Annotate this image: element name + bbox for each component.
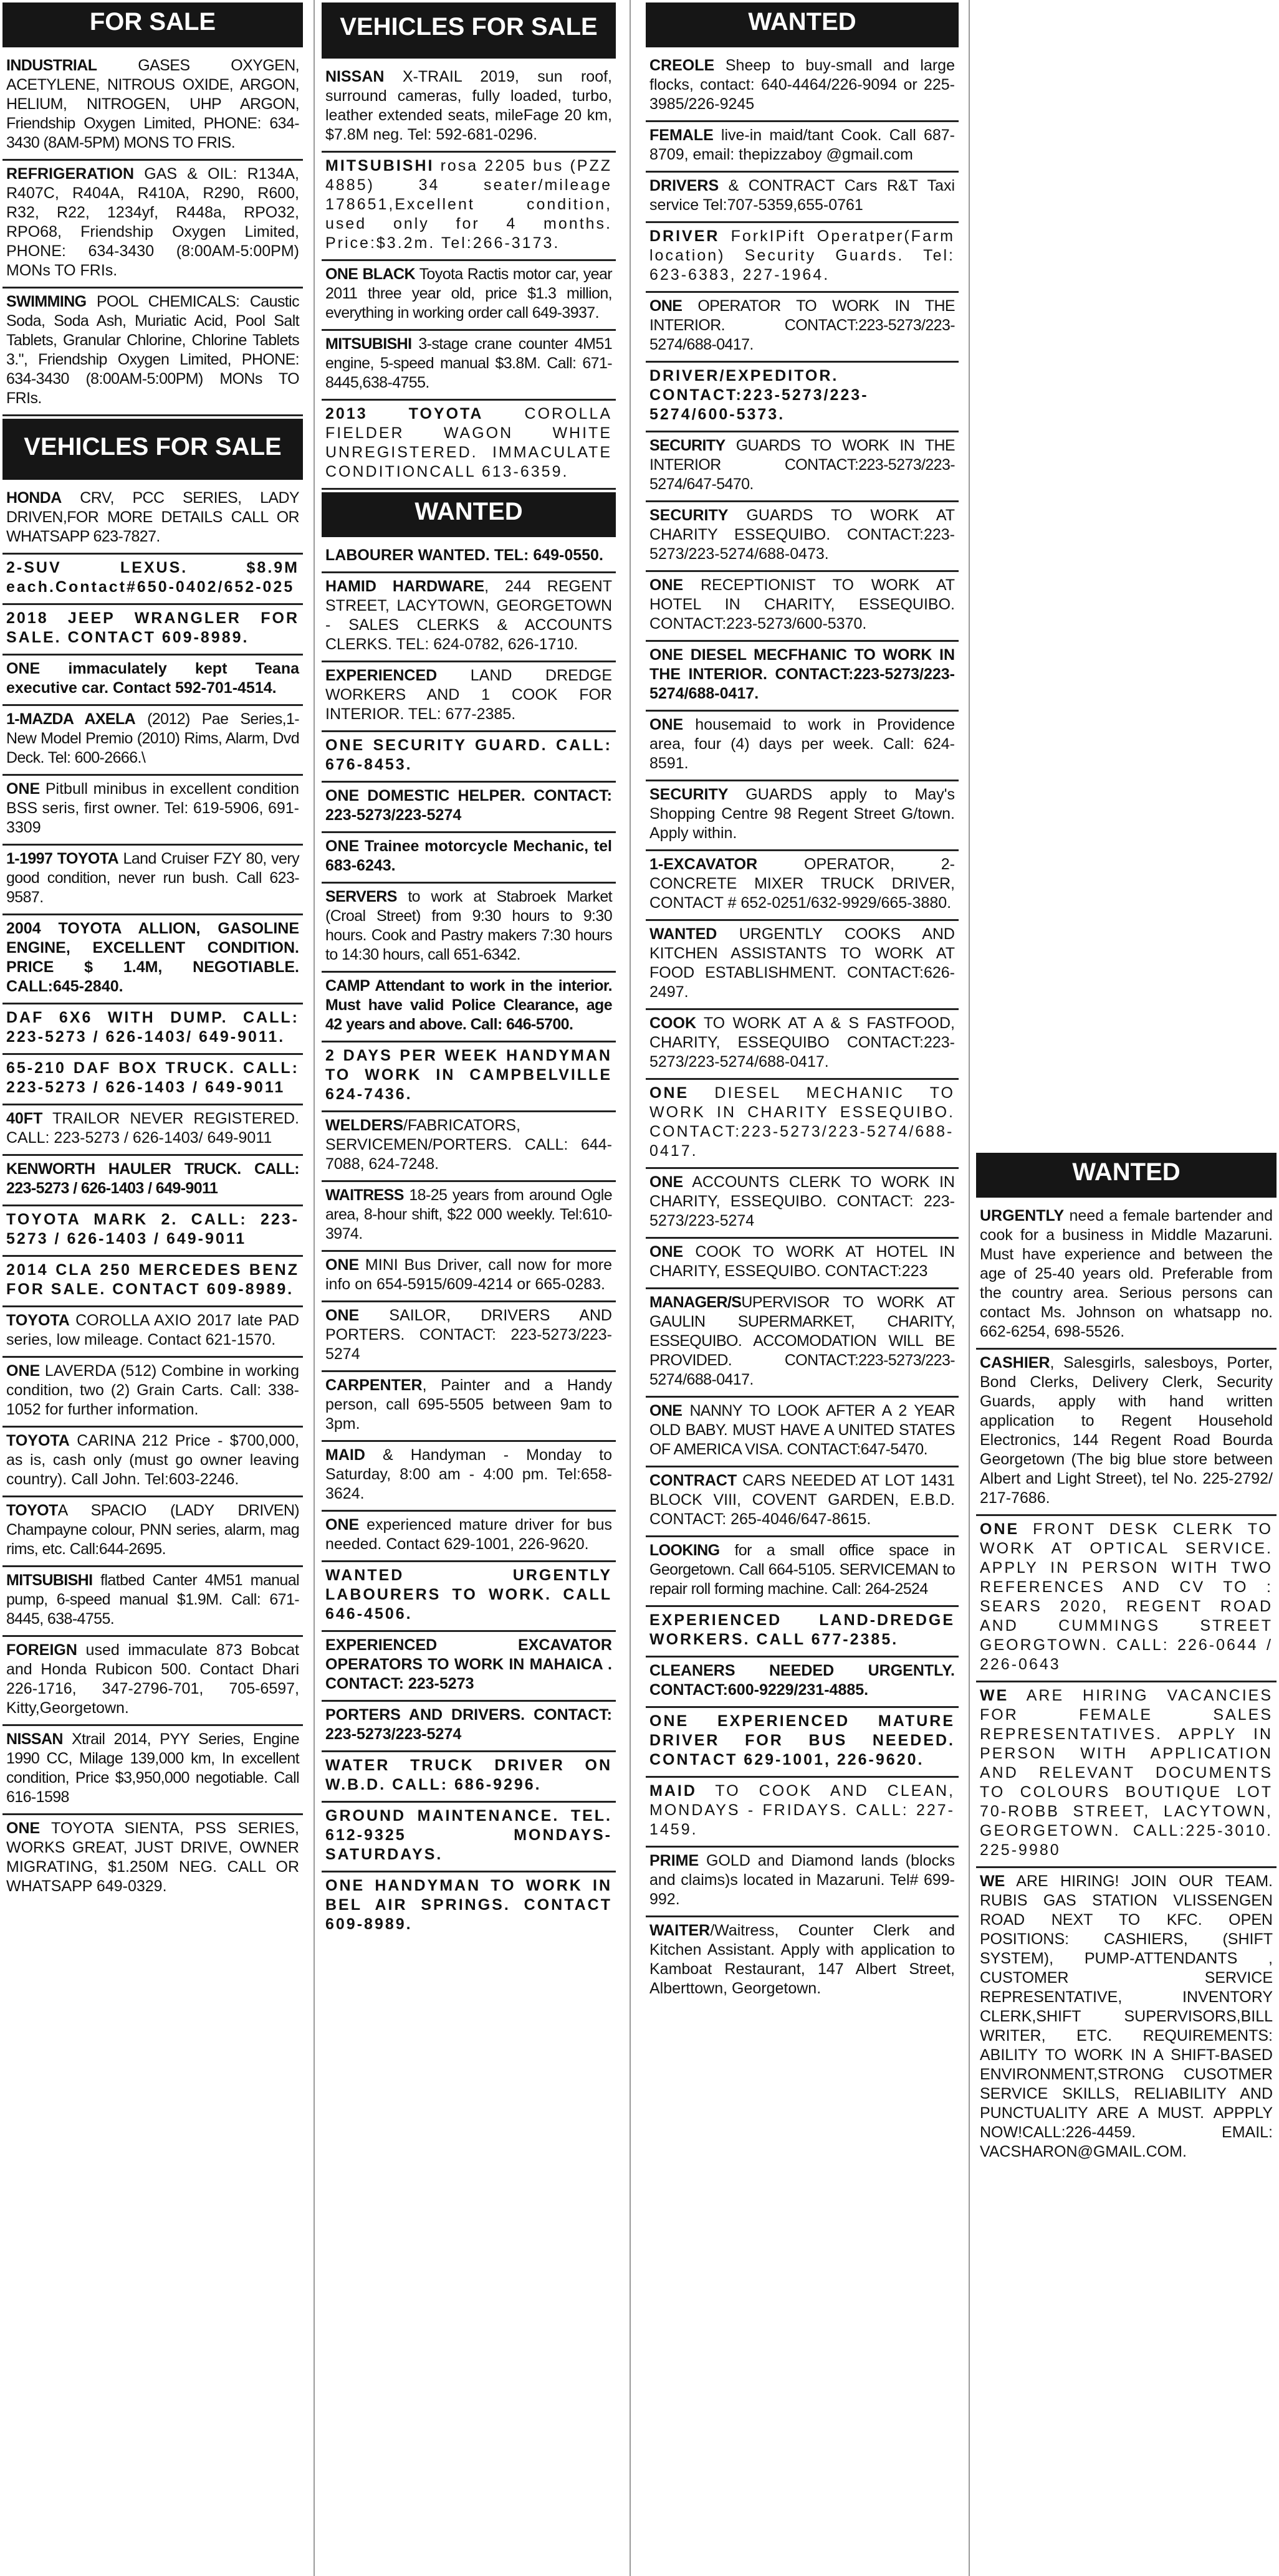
classified-ad xyxy=(976,1868,1277,2168)
ad-lead: WE xyxy=(980,1872,1005,1890)
ad-lead: SWIMMING xyxy=(6,293,87,310)
classified-ad xyxy=(2,289,303,416)
ad-body: LAVERDA (512) Combine in working condition, two (2) Grain Carts. Call: 338-1052 for further information. xyxy=(6,1362,299,1418)
classified-ad xyxy=(646,712,959,781)
classified-ad xyxy=(322,1252,616,1302)
classified-ad xyxy=(2,161,303,289)
classified-ad: CLEANERS NEEDED URGENTLY. CONTACT:600-9229/231-4885. xyxy=(646,1658,959,1708)
classified-ad xyxy=(646,1239,959,1289)
classified-ad xyxy=(2,706,303,776)
ad-body: TOYOTA SIENTA, PSS SERIES, WORKS GREAT, JUST DRIVE, OWNER MIGRATING, $1.250M NEG. CALL OR WHATSAPP 649-0329. xyxy=(6,1820,299,1895)
classified-ad: WANTED URGENTLY LABOURERS TO WORK. CALL 646-4506. xyxy=(322,1562,616,1632)
classified-ad xyxy=(646,1848,959,1917)
classified-ad xyxy=(2,846,303,915)
ad-body: COOK TO WORK AT HOTEL IN CHARITY, ESSEQUIBO. CONTACT:223 xyxy=(649,1243,955,1280)
ad-lead: 1-MAZDA AXELA xyxy=(6,710,136,728)
ad-body: /Waitress, Counter Clerk and Kitchen Assistant. Apply with application to Kamboat Restaurant, 147 Albert Street, Alberttown, Georgetown. xyxy=(649,1922,955,1997)
ad-lead: MANAGER/S xyxy=(649,1294,742,1311)
ad-lead: FOREIGN xyxy=(6,1641,77,1659)
section-header-vehicles-for-sale: VEHICLES FOR SALE xyxy=(2,419,303,480)
ad-lead: EXPERIENCED xyxy=(325,667,438,684)
classified-ad xyxy=(976,1203,1277,1350)
ad-body: NANNY TO LOOK AFTER A 2 YEAR OLD BABY. MUST HAVE A UNITED STATES OF AMERICA VISA. CONTACT:647-5470. xyxy=(649,1402,955,1458)
ad-body: LAND DREDGE WORKERS AND 1 COOK FOR INTERIOR. TEL: 677-2385. xyxy=(325,667,612,723)
classified-ad xyxy=(2,485,303,555)
ad-lead: HAMID HARDWARE xyxy=(325,578,485,595)
ad-body: GUARDS TO WORK IN THE INTERIOR CONTACT:223-5273/223-5274/647-5470. xyxy=(649,437,955,493)
ad-lead: NISSAN xyxy=(6,1730,63,1748)
column-rule xyxy=(314,0,315,2576)
ad-body: GAS & OIL: R134A, R407C, R404A, R410A, R290, R600, R32, R22, 1234yf, R448a, RPO32, RPO68, Friendship Oxygen Limited, PHONE: 634-3430 (8:00AM-5:00PM) MONs TO FRIs. xyxy=(6,165,299,279)
classified-ad xyxy=(2,1567,303,1637)
classified-ad xyxy=(322,573,616,662)
classified-ad xyxy=(646,173,959,223)
ad-lead: ONE xyxy=(649,716,684,733)
ad-lead: SERVERS xyxy=(325,888,397,905)
ad-body: Sheep to buy-small and large flocks, contact: 640-4464/226-9094 or 225-3985/226-9245 xyxy=(649,57,955,113)
ad-lead: TOYOTA xyxy=(6,1432,70,1449)
ad-body: OPERATOR, 2- CONCRETE MIXER TRUCK DRIVER, CONTACT # 652-0251/632-9929/665-3880. xyxy=(649,856,955,912)
ad-body: TO COOK AND CLEAN, MONDAYS - FRIDAYS. CALL: 227-1459. xyxy=(649,1782,955,1838)
classified-ad xyxy=(646,1537,959,1607)
ad-lead: WAITER xyxy=(649,1922,711,1939)
ad-body: COROLLA AXIO 2017 late PAD series, low mileage. Contact 621-1570. xyxy=(6,1312,299,1348)
ad-body: , Painter and a Handy person, call 695-5505 between 9am to 3pm. xyxy=(325,1376,612,1433)
ad-body: GUARDS TO WORK AT CHARITY ESSEQUIBO. CONTACT:223-5273/223-5274/688-0473. xyxy=(649,507,955,563)
classified-ad xyxy=(646,293,959,363)
ad-body: TRAILOR NEVER REGISTERED. CALL: 223-5273 / 626-1403/ 649-9011 xyxy=(6,1110,299,1147)
column-rule xyxy=(969,0,970,2576)
classified-ad xyxy=(646,223,959,293)
ad-lead: NISSAN xyxy=(325,68,385,85)
ad-body: live-in maid/tant Cook. Call 687-8709, email: thepizzaboy @gmail.com xyxy=(649,126,955,163)
ad-body: Land Cruiser FZY 80, very good condition, never run bush. Call 623-9587. xyxy=(6,850,299,906)
classified-ad xyxy=(2,1358,303,1428)
classified-ad: 2014 CLA 250 MERCEDES BENZ FOR SALE. CONTACT 609-8989. xyxy=(2,1257,303,1307)
ad-lead: ONE xyxy=(649,576,684,594)
classified-ad: ONE EXPERIENCED MATURE DRIVER FOR BUS NEEDED. CONTACT 629-1001, 226-9620. xyxy=(646,1708,959,1778)
ad-lead: FEMALE xyxy=(649,126,714,144)
classified-ad xyxy=(646,572,959,642)
classified-ad: ONE HANDYMAN TO WORK IN BEL AIR SPRINGS. CONTACT 609-8989. xyxy=(325,1877,612,1933)
ad-lead: ONE xyxy=(6,1362,41,1380)
ad-body: A SPACIO (LADY DRIVEN) Champayne colour, PNN series, alarm, mag rims, etc. Call:644-2695. xyxy=(6,1502,299,1558)
ad-lead: MAID xyxy=(649,1782,697,1800)
classified-ad xyxy=(646,502,959,572)
classified-ad xyxy=(646,122,959,173)
ad-body: GASES OXYGEN, ACETYLENE, NITROUS OXIDE, ARGON, HELIUM, NITROGEN, UHP ARGON, Friendship Oxygen Limited, PHONE: 634-3430 (8AM-5PM) MONS TO FRIS. xyxy=(6,57,299,151)
ad-lead: 1-1997 TOYOTA xyxy=(6,850,119,867)
ad-lead: WAITRESS xyxy=(325,1186,404,1204)
ad-lead: PRIME xyxy=(649,1852,699,1869)
ad-body: MINI Bus Driver, call now for more info on 654-5915/609-4214 or 665-0283. xyxy=(325,1256,612,1293)
ad-body: used immaculate 873 Bobcat and Honda Rubicon 500. Contact Dhari 226-1716, 347-2796-701, 705-6597, Kitty,Georgetown. xyxy=(6,1641,299,1717)
classified-ad xyxy=(2,1726,303,1815)
classified-ad xyxy=(2,1307,303,1358)
classified-ad xyxy=(2,1428,303,1497)
classified-ad xyxy=(322,1512,616,1562)
ad-lead: ONE xyxy=(325,1256,360,1274)
ad-lead: MITSUBISHI xyxy=(6,1572,93,1589)
ad-lead: ONE xyxy=(649,1243,684,1261)
classified-ad xyxy=(646,1778,959,1848)
classified-ad: EXPERIENCED EXCAVATOR OPERATORS TO WORK IN MAHAICA . CONTACT: 223-5273 xyxy=(322,1632,616,1702)
classified-ad xyxy=(322,331,616,401)
ad-lead: MITSUBISHI xyxy=(325,157,434,174)
ad-lead: 1-EXCAVATOR xyxy=(649,856,758,873)
ad-lead: ONE xyxy=(980,1520,1020,1538)
classified-ad xyxy=(646,1398,959,1467)
classified-ad xyxy=(322,261,616,331)
ad-body: 3-stage crane counter 4M51 engine, 5-speed manual $3.8M. Call: 671-8445,638-4755. xyxy=(325,335,612,391)
ad-body: for a small office space in Georgetown. Call 664-5105. SERVICEMAN to repair roll forming machine. Call: 264-2524 xyxy=(649,1542,955,1598)
classified-ad xyxy=(322,401,616,490)
ad-lead: MAID xyxy=(325,1446,365,1464)
classified-ad xyxy=(322,153,616,261)
ad-body: Pitbull minibus in excellent condition BSS seris, first owner. Tel: 619-5906, 691-3309 xyxy=(6,780,299,836)
ad-lead: ONE xyxy=(325,1516,360,1534)
ad-lead: 40FT xyxy=(6,1110,43,1127)
ad-lead: ONE xyxy=(649,1173,684,1191)
ad-lead: DRIVERS xyxy=(649,177,719,194)
classified-ad xyxy=(976,1350,1277,1516)
classified-ad xyxy=(322,1182,616,1252)
ad-lead: LOOKING xyxy=(649,1542,720,1559)
ad-body: flatbed Canter 4M51 manual pump, 6-speed manual $1.9M. Call: 671-8445, 638-4755. xyxy=(6,1572,299,1628)
classified-ad: CAMP Attendant to work in the interior. Must have valid Police Clearance, age 42 years and above. Call: 646-5700. xyxy=(322,973,616,1042)
classified-ad: 2004 TOYOTA ALLION, GASOLINE ENGINE, EXCELLENT CONDITION. PRICE $ 1.4M, NEGOTIABLE. CALL:645-2840. xyxy=(2,915,303,1004)
classified-ad: KENWORTH HAULER TRUCK. CALL: 223-5273 / 626-1403 / 649-9011 xyxy=(2,1156,303,1206)
column-vehicles-wanted xyxy=(322,0,616,1940)
classified-ad xyxy=(322,64,616,153)
ad-body: TO WORK AT A & S FASTFOOD, CHARITY, ESSEQUIBO CONTACT:223-5273/223-5274/688-0417. xyxy=(649,1014,955,1071)
ad-body: (2012) Pae Series,1- New Model Premio (2010) Rims, Alarm, Dvd Deck. Tel: 600-2666.\ xyxy=(6,710,299,766)
classified-ad: ONE Trainee motorcycle Mechanic, tel 683-6243. xyxy=(322,833,616,884)
classified-ad: ONE DIESEL MECFHANIC TO WORK IN THE INTERIOR. CONTACT:223-5273/223-5274/688-0417. xyxy=(646,642,959,712)
classified-ad xyxy=(646,851,959,921)
classified-ad: 2-SUV LEXUS. $8.9M each.Contact#650-0402/652-025 xyxy=(2,555,303,605)
ad-body: experienced mature driver for bus needed. Contact 629-1001, 226-9620. xyxy=(325,1516,612,1553)
ad-body: RECEPTIONIST TO WORK AT HOTEL IN CHARITY, ESSEQUIBO. CONTACT:223-5273/600-5370. xyxy=(649,576,955,632)
classified-ad xyxy=(646,432,959,502)
classified-ad: DRIVER/EXPEDITOR. CONTACT:223-5273/223-5274/600-5373. xyxy=(646,363,959,432)
section-header-wanted: WANTED xyxy=(646,2,959,47)
classified-ad: 65-210 DAF BOX TRUCK. CALL: 223-5273 / 626-1403 / 649-9011 xyxy=(2,1055,303,1105)
ad-lead: HONDA xyxy=(6,489,62,507)
classified-ad xyxy=(646,1467,959,1537)
ad-lead: CARPENTER xyxy=(325,1376,423,1394)
ad-lead: WANTED xyxy=(649,925,717,943)
ad-lead: SECURITY xyxy=(649,437,726,454)
section-header-vehicles-for-sale: VEHICLES FOR SALE xyxy=(322,2,616,59)
ad-lead: DRIVER xyxy=(649,227,720,245)
ad-lead: INDUSTRIAL xyxy=(6,57,97,74)
ad-body: to work at Stabroek Market (Croal Street) from 9:30 hours to 9:30 hours. Cook and Pastry makers 7:30 hours to 14:30 hours, call 651-6342. xyxy=(325,888,612,963)
ad-lead: ONE xyxy=(649,1084,689,1102)
ad-body: GUARDS apply to May's Shopping Centre 98 Regent Street G/town. Apply within. xyxy=(649,786,955,842)
classified-ad: WATER TRUCK DRIVER ON W.B.D. CALL: 686-9296. xyxy=(322,1752,616,1803)
classified-ad xyxy=(2,1637,303,1726)
classified-ad xyxy=(322,1372,616,1442)
ad-body: SAILOR, DRIVERS AND PORTERS. CONTACT: 223-5273/223-5274 xyxy=(325,1307,612,1363)
ad-body: COROLLA FIELDER WAGON WHITE UNREGISTERED. IMMACULATE CONDITIONCALL 613-6359. xyxy=(325,405,612,480)
ad-body: ACCOUNTS CLERK TO WORK IN CHARITY, ESSEQUIBO. CONTACT: 223-5273/223-5274 xyxy=(649,1173,955,1229)
classified-ad xyxy=(976,1682,1277,1868)
ad-body: CRV, PCC SERIES, LADY DRIVEN,FOR MORE DETAILS CALL OR WHATSAPP 623-7827. xyxy=(6,489,299,545)
classified-ad xyxy=(646,52,959,122)
section-header-wanted: WANTED xyxy=(322,492,616,537)
classified-ad xyxy=(646,1080,959,1169)
classified-ad xyxy=(646,1169,959,1239)
ad-body: GOLD and Diamond lands (blocks and claims)s located in Mazaruni. Tel# 699-992. xyxy=(649,1852,955,1908)
classified-ad: LABOURER WANTED. TEL: 649-0550. xyxy=(322,542,616,573)
ad-body: UPERVISOR TO WORK AT GAULIN SUPERMARKET, CHARITY, ESSEQUIBO. ACCOMODATION WILL BE PROVIDED. CONTACT:223-5273/223-5274/688-0417. xyxy=(649,1294,955,1388)
ad-body: Toyota Ractis motor car, year 2011 three year old, price $1.3 million, everything in working order call 649-3937. xyxy=(325,265,612,322)
classified-ad xyxy=(2,52,303,161)
ad-body: & Handyman - Monday to Saturday, 8:00 am - 4:00 pm. Tel:658-3624. xyxy=(325,1446,612,1502)
classified-ad xyxy=(646,921,959,1010)
section-header-wanted: WANTED xyxy=(976,1153,1277,1198)
ad-lead: TOYOTA xyxy=(6,1312,70,1329)
ad-lead: SECURITY xyxy=(649,507,729,524)
classified-ad: ONE DOMESTIC HELPER. CONTACT: 223-5273/223-5274 xyxy=(322,783,616,833)
ad-body: , Salesgirls, salesboys, Porter, Bond Clerks, Delivery Clerk, Security Guards, apply with hand written application to Regent Household Electronics, 144 Regent Road Bourda Georgetown (The big blue store between Albert and Light Street), tel No. 225-2792/ 217-7686. xyxy=(980,1354,1273,1507)
classified-ad xyxy=(646,1289,959,1398)
ad-body: , 244 REGENT STREET, LACYTOWN, GEORGETOWN - SALES CLERKS & ACCOUNTS CLERKS. TEL: 624-0782, 626-1710. xyxy=(325,578,612,653)
classified-ad xyxy=(2,1105,303,1156)
ad-body: ARE HIRING! JOIN OUR TEAM. RUBIS GAS STATION VLISSENGEN ROAD NEXT TO KFC. OPEN POSITIONS: CASHIERS, (SHIFT SYSTEM), PUMP-ATTENDANTS , CUSTOMER SERVICE REPRESENTATIVE, INVENTORY CLERK,SHIFT SUPERVISORS,BILL WRITER, ETC. REQUIREMENTS: ABILITY TO WORK IN A SHIFT-BASED ENVIRONMENT,STRONG CUSOTMER SERVICE SKILLS, RELIABILITY AND PUNCTUALITY ARE A MUST. APPPLY NOW!CALL:226-4459. EMAIL: VACSHARON@GMAIL.COM. xyxy=(980,1872,1273,2160)
ad-lead: ONE xyxy=(6,1820,41,1837)
ad-lead: MITSUBISHI xyxy=(325,335,412,353)
classified-ad xyxy=(322,1112,616,1182)
ad-lead: REFRIGERATION xyxy=(6,165,135,183)
classified-ad xyxy=(2,1815,303,1902)
ad-body: housemaid to work in Providence area, four (4) days per week. Call: 624-8591. xyxy=(649,716,955,772)
classified-ad xyxy=(646,781,959,851)
classified-ad: ONE immaculately kept Teana executive car. Contact 592-701-4514. xyxy=(2,656,303,706)
ad-lead: ONE xyxy=(6,780,41,798)
classified-ad: DAF 6X6 WITH DUMP. CALL: 223-5273 / 626-1403/ 649-9011. xyxy=(2,1004,303,1055)
ad-lead: SECURITY xyxy=(649,786,729,803)
ad-lead: CASHIER xyxy=(980,1354,1050,1371)
ad-lead: WE xyxy=(980,1687,1009,1704)
classified-ad: TOYOTA MARK 2. CALL: 223-5273 / 626-1403 / 649-9011 xyxy=(2,1206,303,1257)
classified-ad: EXPERIENCED LAND-DREDGE WORKERS. CALL 677-2385. xyxy=(646,1607,959,1658)
classified-ad xyxy=(322,662,616,732)
classified-ad: PORTERS AND DRIVERS. CONTACT: 223-5273/223-5274 xyxy=(322,1702,616,1752)
ad-body: need a female bartender and cook for a business in Middle Mazaruni. Must have experience and between the age of 25-40 years old. Preferable from the country area. Serious persons can contact Ms. Johnson on whatsapp no. 662-6254, 698-5526. xyxy=(980,1207,1273,1340)
ad-body: CARINA 212 Price - $700,000, as is, cash only (must go owner leaving country). Call John. Tel:603-2246. xyxy=(6,1432,299,1488)
ad-lead: COOK xyxy=(649,1014,696,1032)
classified-ad xyxy=(322,1442,616,1512)
ad-body: ForkIPift Operatper(Farm location) Security Guards. Tel: 623-6383, 227-1964. xyxy=(649,227,955,284)
ad-lead: ONE xyxy=(649,1402,683,1419)
ad-body: 18-25 years from around Ogle area, 8-hour shift, $22 000 weekly. Tel:610-3974. xyxy=(325,1186,612,1243)
classified-ad xyxy=(322,884,616,973)
classified-ad xyxy=(646,1917,959,2005)
classified-ad xyxy=(646,1010,959,1080)
ad-body: FRONT DESK CLERK TO WORK AT OPTICAL SERVICE. APPLY IN PERSON WITH TWO REFERENCES AND CV TO : SEARS 2020, REGENT ROAD AND CUMMINGS STREET GEORGTOWN. CALL: 226-0644 / 226-0643 xyxy=(980,1520,1273,1673)
classified-ad: 2018 JEEP WRANGLER FOR SALE. CONTACT 609-8989. xyxy=(2,605,303,656)
ad-lead: CREOLE xyxy=(649,57,715,74)
ad-body: & CONTRACT Cars R&T Taxi service Tel:707-5359,655-0761 xyxy=(649,177,955,214)
classified-ad xyxy=(976,1516,1277,1682)
ad-body: OPERATOR TO WORK IN THE INTERIOR. CONTACT:223-5273/223-5274/688-0417. xyxy=(649,297,955,353)
ad-lead: 2013 TOYOTA xyxy=(325,405,484,422)
ad-lead: WELDERS xyxy=(325,1117,403,1134)
classified-ad: ONE SECURITY GUARD. CALL: 676-8453. xyxy=(322,732,616,783)
column-for-sale xyxy=(2,0,303,1902)
column-wanted-right xyxy=(976,0,1277,2168)
ad-lead: ONE xyxy=(649,297,683,315)
ad-body: CARS NEEDED AT LOT 1431 BLOCK VIII, COVENT GARDEN, E.B.D. CONTACT: 265-4046/647-8615. xyxy=(649,1472,955,1528)
ad-lead: URGENTLY xyxy=(980,1207,1065,1224)
ad-body: DIESEL MECHANIC TO WORK IN CHARITY ESSEQUIBO. CONTACT:223-5273/223-5274/688-0417. xyxy=(649,1084,955,1160)
classified-ad: GROUND MAINTENANCE. TEL. 612-9325 MONDAYS-SATURDAYS. xyxy=(322,1803,616,1872)
section-header-for-sale: FOR SALE xyxy=(2,2,303,47)
ad-lead: TOYOT xyxy=(6,1502,58,1519)
column-rule xyxy=(630,0,631,2576)
ad-lead: ONE xyxy=(325,1307,360,1324)
ad-body: rosa 2205 bus (PZZ 4885) 34 seater/mileage 178651,Excellent condition, used only for 4 months. Price:$3.2m. Tel:266-3173. xyxy=(325,157,612,252)
classified-ad xyxy=(2,1497,303,1567)
ad-body: ARE HIRING VACANCIES FOR FEMALE SALES REPRESENTATIVES. APPLY IN PERSON WITH APPLICATION AND RELEVANT DOCUMENTS TO COLOURS BOUTIQUE LOT 70-ROBB STREET, LACYTOWN, GEORGETOWN. CALL:225-3010. 225-9980 xyxy=(980,1687,1273,1859)
ad-body: Xtrail 2014, PYY Series, Engine 1990 CC, Milage 139,000 km, In excellent condition, Price $3,950,000 negotiable. Call 616-1598 xyxy=(6,1730,299,1806)
ad-lead: CONTRACT xyxy=(649,1472,737,1489)
ad-body: X-TRAIL 2019, sun roof, surround cameras, fully loaded, turbo, leather extended seats, mileFage 20 km, $7.8M neg. Tel: 592-681-0296. xyxy=(325,68,612,143)
ad-body: POOL CHEMICALS: Caustic Soda, Soda Ash, Muriatic Acid, Pool Salt Tablets, Granular Chlorine, Chlorine Tablets 3.", Friendship Oxygen Limited, PHONE: 634-3430 (8:00AM-5:00PM) MONs TO FRIs. xyxy=(6,293,299,407)
classified-ad: 2 DAYS PER WEEK HANDYMAN TO WORK IN CAMPBELVILLE 624-7436. xyxy=(322,1042,616,1112)
classified-ad xyxy=(322,1302,616,1372)
ad-body: URGENTLY COOKS AND KITCHEN ASSISTANTS TO WORK AT FOOD ESTABLISHMENT. CONTACT:626-2497. xyxy=(649,925,955,1001)
classified-ad xyxy=(2,776,303,846)
column-wanted xyxy=(646,0,959,2005)
ad-body: /FABRICATORS, SERVICEMEN/PORTERS. CALL: 644-7088, 624-7248. xyxy=(325,1117,612,1173)
ad-lead: ONE BLACK xyxy=(325,265,415,283)
